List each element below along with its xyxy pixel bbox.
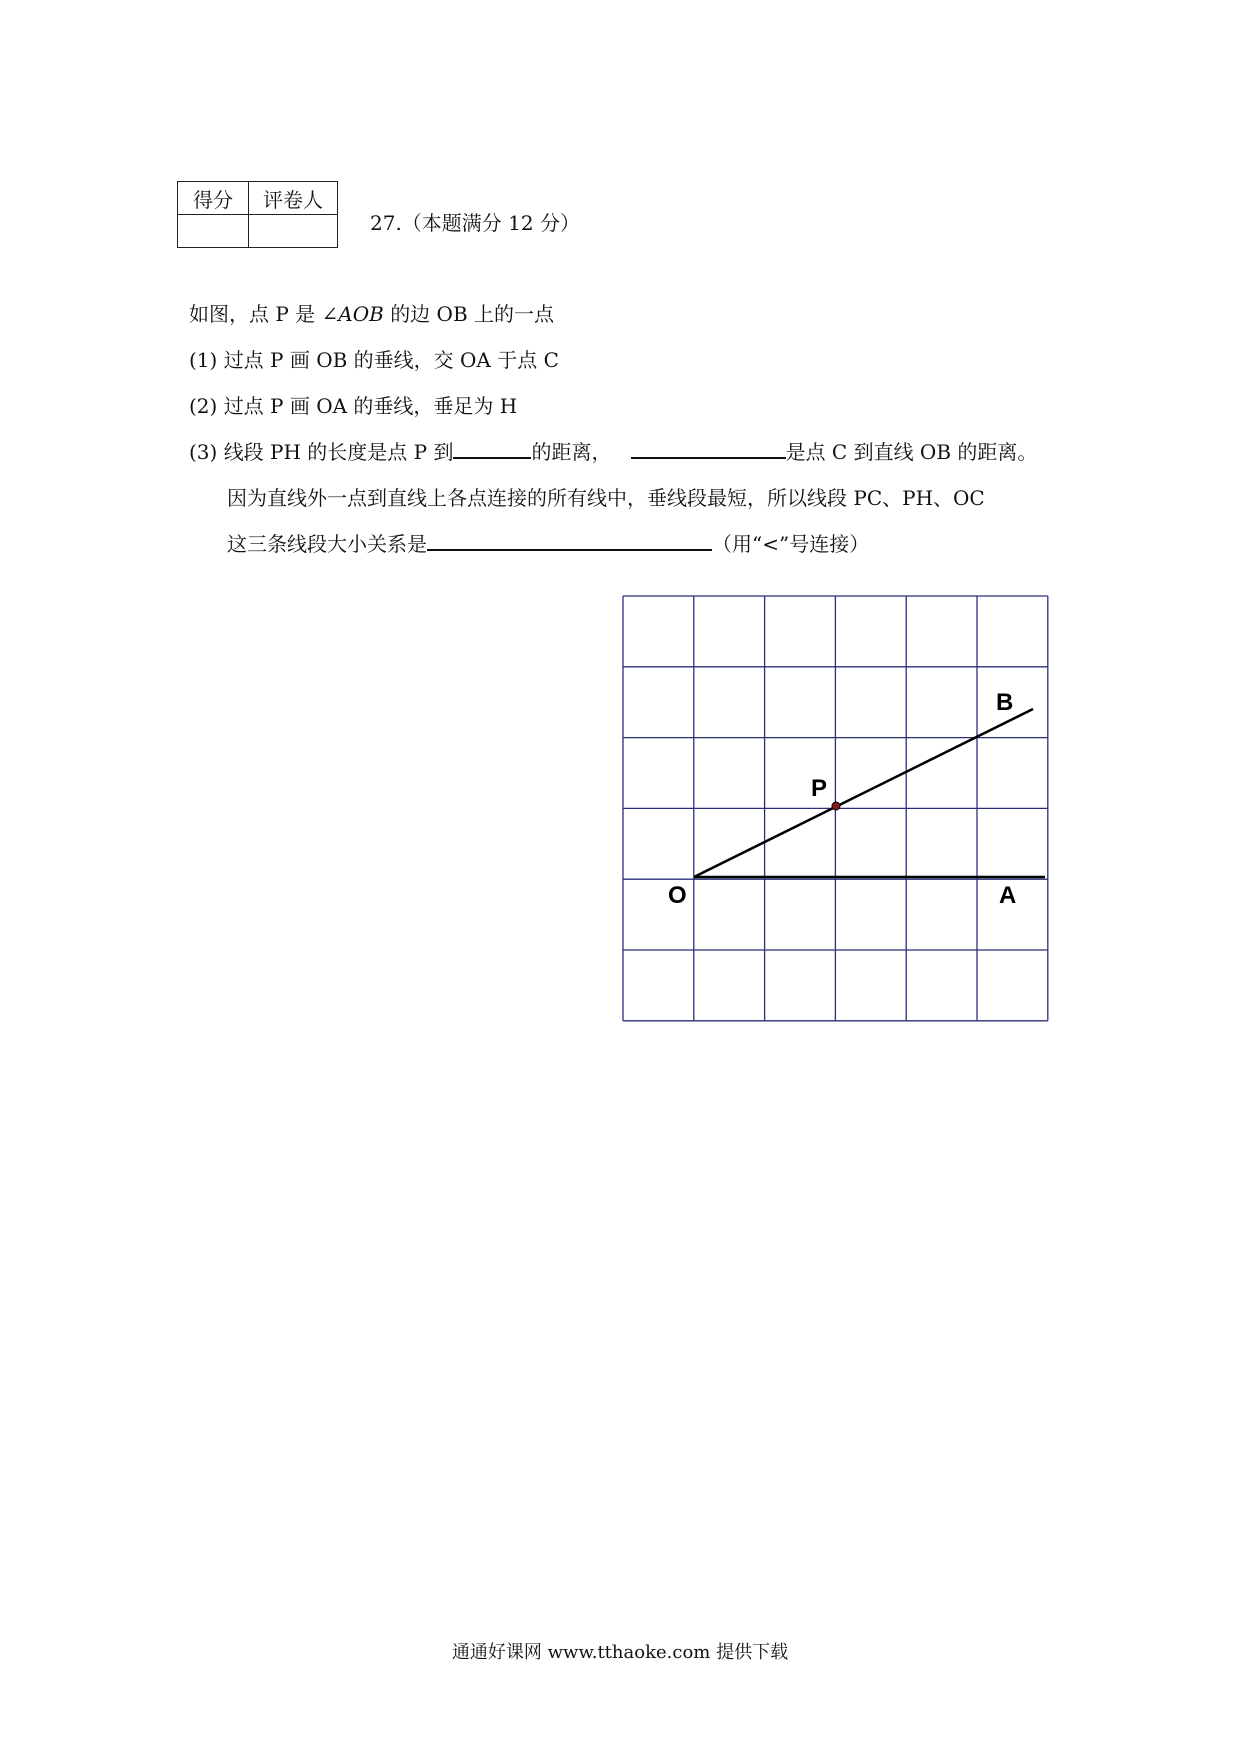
question-item-1: (1) 过点 P 画 OB 的垂线，交 OA 于点 C [189,348,559,372]
ray-ob [694,709,1033,877]
intro-post: 的边 OB 上的一点 [390,302,554,326]
label-b: B [996,689,1014,716]
item3-text-c: 是点 C 到直线 OB 的距离。 [785,440,1038,464]
intro-angle: ∠AOB [321,302,384,326]
label-a: A [999,882,1017,909]
score-header: 得分 [178,182,249,215]
label-o: O [668,882,687,909]
intro-pre: 如图，点 P 是 [189,302,316,326]
question-item-2: (2) 过点 P 画 OA 的垂线，垂足为 H [189,394,518,418]
question-item-3-line-2: 因为直线外一点到直线上各点连接的所有线中，垂线段最短，所以线段 PC、PH、OC [227,486,985,510]
item3-text-a: (3) 线段 PH 的长度是点 P 到 [189,440,454,464]
item3-text-b: 的距离， [531,440,612,464]
label-p: P [811,775,828,802]
reviewer-header: 评卷人 [249,182,338,215]
item3-line3-b: （用“<”号连接） [712,532,870,556]
point-p [832,802,840,810]
footer-credit: 通通好课网 www.tthaoke.com 提供下载 [451,1642,789,1663]
question-title: 27.（本题满分 12 分） [370,211,580,235]
item3-line3-a: 这三条线段大小关系是 [227,532,427,556]
